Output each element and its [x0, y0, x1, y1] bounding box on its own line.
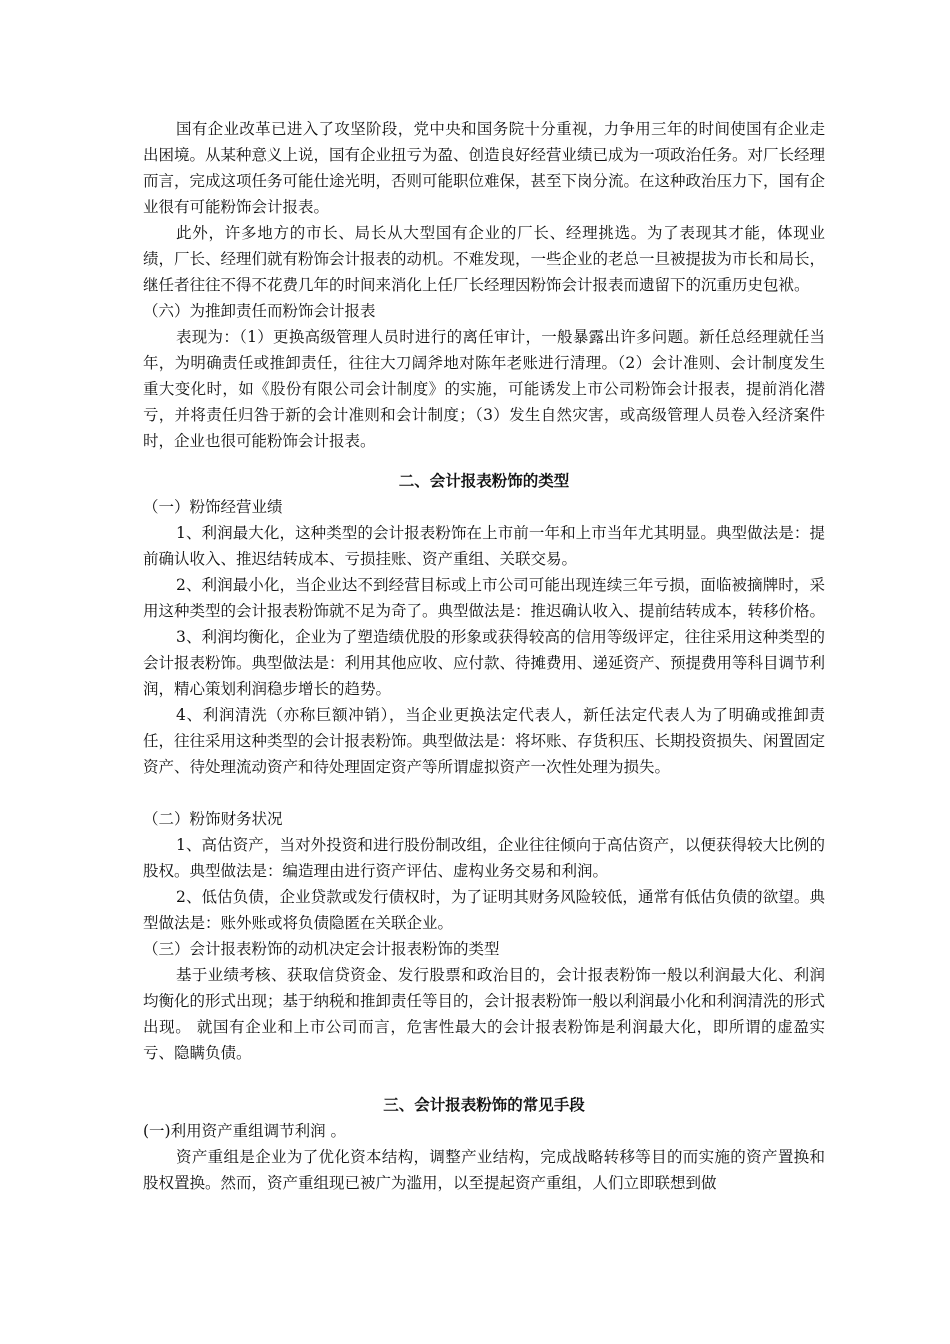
paragraph-profit-smoothing: 3、利润均衡化，企业为了塑造绩优股的形象或获得较高的信用等级评定，往往采用这种类型的会计报表粉饰。典型做法是：利用其他应收、应付款、待摊费用、递延资产、预提费用等科目调节利润，精心策划利润稳步增长的趋势。 — [143, 628, 826, 698]
subheading-shift-responsibility: （六）为推卸责任而粉饰会计报表 — [143, 302, 376, 320]
paragraph-overstate-assets: 1、高估资产，当对外投资和进行股份制改组，企业往往倾向于高估资产，以便获得较大比例的股权。典型做法是：编造理由进行资产评估、虚构业务交易和利润。 — [143, 836, 825, 880]
paragraph-profit-min: 2、利润最小化，当企业达不到经营目标或上市公司可能出现连续三年亏损，面临被摘牌时，采用这种类型的会计报表粉饰就不足为奇了。典型做法是：推迟确认收入、提前结转成本，转移价格。 — [143, 576, 826, 620]
subheading-motive-determines-type: （三）会计报表粉饰的动机决定会计报表粉饰的类型 — [143, 940, 500, 958]
document-page — [143, 116, 825, 1196]
paragraph-manifestations: 表现为：（1）更换高级管理人员时进行的离任审计，一般暴露出许多问题。新任总经理就任当年，为明确责任或推卸责任，往往大刀阔斧地对陈年老账进行清理。（2）会计准则、会计制度发生重大变化时，如《股份有限公司会计制度》的实施，可能诱发上市公司粉饰会计报表，提前消化潜亏，并将责任归咎于新的会计准则和会计制度；（3）发生自然灾害，或高级管理人员卷入经济案件时，企业也很可能粉饰会计报表。 — [143, 328, 825, 450]
subheading-operating-results: （一）粉饰经营业绩 — [143, 498, 283, 516]
paragraph-profit-max: 1、利润最大化，这种类型的会计报表粉饰在上市前一年和上市当年尤其明显。典型做法是：提前确认收入、推迟结转成本、亏损挂账、资产重组、关联交易。 — [143, 524, 825, 568]
subheading-financial-position: （二）粉饰财务状况 — [143, 810, 283, 828]
paragraph-asset-restructuring: 资产重组是企业为了优化资本结构，调整产业结构，完成战略转移等目的而实施的资产置换和股权置换。然而，资产重组现已被广为滥用，以至提起资产重组，人们立即联想到做 — [143, 1148, 825, 1192]
paragraph-soe-reform: 国有企业改革已进入了攻坚阶段，党中央和国务院十分重视，力争用三年的时间使国有企业走出困境。从某种意义上说，国有企业扭亏为盈、创造良好经营业绩已成为一项政治任务。对厂长经理而言，完成这项任务可能仕途光明，否则可能职位难保，甚至下岗分流。在这种政治压力下，国有企业很有可能粉饰会计报表。 — [143, 120, 826, 216]
paragraph-motive-summary: 基于业绩考核、获取信贷资金、发行股票和政治目的，会计报表粉饰一般以利润最大化、利润均衡化的形式出现；基于纳税和推卸责任等目的，会计报表粉饰一般以利润最小化和利润清洗的形式出现。 就国有企业和上市公司而言，危害性最大的会计报表粉饰是利润最大化，即所谓的虚盈实亏、隐瞒负债。 — [143, 966, 826, 1062]
subheading-asset-restructuring: (一)利用资产重组调节利润 。 — [143, 1122, 347, 1140]
paragraph-promotion-motive: 此外，许多地方的市长、局长从大型国有企业的厂长、经理挑选。为了表现其才能，体现业绩，厂长、经理们就有粉饰会计报表的动机。不难发现，一些企业的老总一旦被提拔为市长和局长，继任者往往不得不花费几年的时间来消化上任厂长经理因粉饰会计报表而遗留下的沉重历史包袱。 — [143, 224, 826, 294]
section-heading-types: 二、会计报表粉饰的类型 — [398, 471, 570, 490]
paragraph-big-bath: 4、利润清洗（亦称巨额冲销），当企业更换法定代表人，新任法定代表人为了明确或推卸责任，往往采用这种类型的会计报表粉饰。典型做法是：将坏账、存货积压、长期投资损失、闲置固定资产、待处理流动资产和待处理固定资产等所谓虚拟资产一次性处理为损失。 — [143, 706, 826, 776]
paragraph-understate-liabilities: 2、低估负债，企业贷款或发行债权时，为了证明其财务风险较低，通常有低估负债的欲望。典型做法是：账外账或将负债隐匿在关联企业。 — [143, 888, 825, 932]
section-heading-methods: 三、会计报表粉饰的常见手段 — [383, 1095, 585, 1114]
